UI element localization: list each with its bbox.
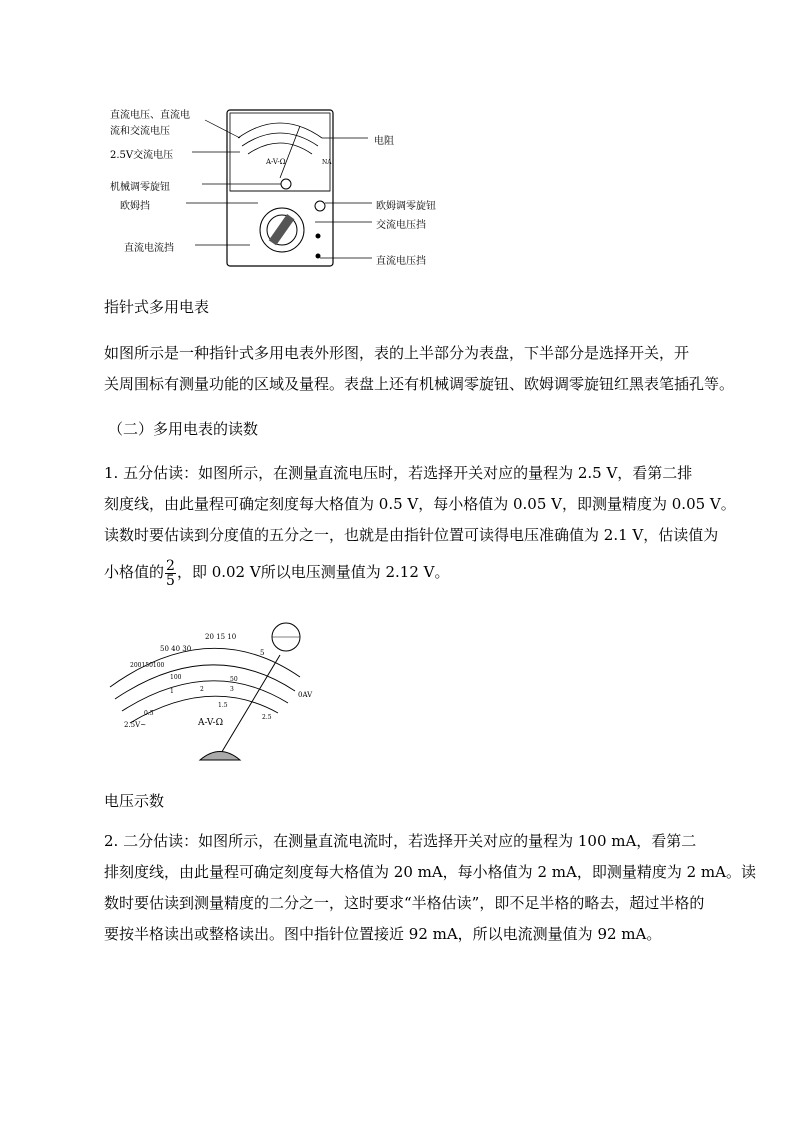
svg-text:2.5: 2.5 (262, 714, 272, 721)
svg-text:A-V-Ω: A-V-Ω (198, 718, 224, 728)
voltage-dial-figure (100, 615, 330, 765)
label-ohm-zero: 欧姆调零旋钮 (376, 201, 436, 212)
para2-line4b: ，即 0.02 V所以电压测量值为 2.12 V。 (176, 563, 450, 581)
label-dc-voltage-2: 流和交流电压 (110, 126, 170, 137)
label-resistance: 电阻 (374, 136, 394, 147)
para2-line3: 读数时要估读到分度值的五分之一，也就是由指针位置可读得电压准确值为 2.1 V，估读值为 (104, 526, 719, 544)
svg-text:0.5: 0.5 (144, 710, 154, 717)
svg-text:1.5: 1.5 (218, 702, 228, 709)
para3-line3: 数时要估读到测量精度的二分之一，这时要求“半格估读”，即不足半格的略去，超过半格的 (104, 894, 705, 912)
para3-line4: 要按半格读出或整格读出。图中指针位置接近 92 mA，所以电流测量值为 92 mA。 (104, 925, 662, 943)
fraction (165, 559, 176, 588)
para2-line2: 刻度线，由此量程可确定刻度每大格值为 0.5 V，每小格值为 0.05 V，即测量精度为 0.05 V。 (104, 495, 736, 513)
svg-text:1: 1 (170, 688, 174, 695)
svg-text:100: 100 (170, 674, 182, 681)
fraction-num: 2 (166, 557, 175, 574)
label-ohm-range: 欧姆挡 (120, 201, 150, 212)
para1-line1: 如图所示是一种指针式多用电表外形图，表的上半部分为表盘，下半部分是选择开关，开 (104, 344, 690, 362)
svg-text:2: 2 (200, 686, 204, 693)
paragraph-half-part (104, 826, 756, 950)
svg-text:200150100: 200150100 (130, 662, 165, 669)
para2-line4a: 小格值的 (104, 563, 165, 581)
para1-line2: 关周围标有测量功能的区域及量程。表盘上还有机械调零旋钮、欧姆调零旋钮红黑表笔插孔等。 (104, 375, 735, 393)
para3-line1: 2. 二分估读：如图所示，在测量直流电流时，若选择开关对应的量程为 100 mA，看第二 (104, 832, 697, 850)
svg-text:A-V-Ω: A-V-Ω (266, 158, 286, 166)
label-ac-2-5v: 2.5V交流电压 (110, 150, 174, 161)
svg-text:2.5V~: 2.5V~ (124, 721, 147, 729)
svg-text:3: 3 (230, 686, 234, 693)
paragraph-five-part (104, 458, 736, 589)
fraction-den: 5 (166, 572, 175, 589)
label-dc-current: 直流电流挡 (124, 243, 174, 254)
para3-line2: 排刻度线，由此量程可确定刻度每大格值为 20 mA，每小格值为 2 mA，即测量精度为 2 mA。读 (104, 863, 756, 881)
svg-text:50: 50 (230, 676, 238, 683)
label-ac-voltage: 交流电压挡 (376, 220, 426, 231)
voltage-dial-drawing (100, 615, 330, 765)
svg-text:0AV: 0AV (298, 691, 313, 699)
label-mech-zero: 机械调零旋钮 (110, 182, 170, 193)
caption-multimeter: 指针式多用电表 (104, 298, 210, 316)
paragraph-intro (104, 338, 735, 400)
svg-text:NA: NA (322, 159, 332, 166)
label-dc-voltage: 直流电压、直流电 (110, 110, 190, 121)
svg-text:20 15 10: 20 15 10 (205, 633, 237, 641)
para2-line1: 1. 五分估读：如图所示，在测量直流电压时，若选择开关对应的量程为 2.5 V，看第二排 (104, 464, 693, 482)
svg-text:5: 5 (260, 649, 265, 657)
section-heading: （二）多用电表的读数 (108, 420, 259, 438)
para2-line4 (104, 557, 724, 588)
caption-voltage: 电压示数 (104, 792, 165, 810)
svg-text:50 40 30: 50 40 30 (160, 645, 192, 653)
label-dc-voltage-range: 直流电压挡 (376, 256, 426, 267)
multimeter-figure (110, 108, 450, 273)
